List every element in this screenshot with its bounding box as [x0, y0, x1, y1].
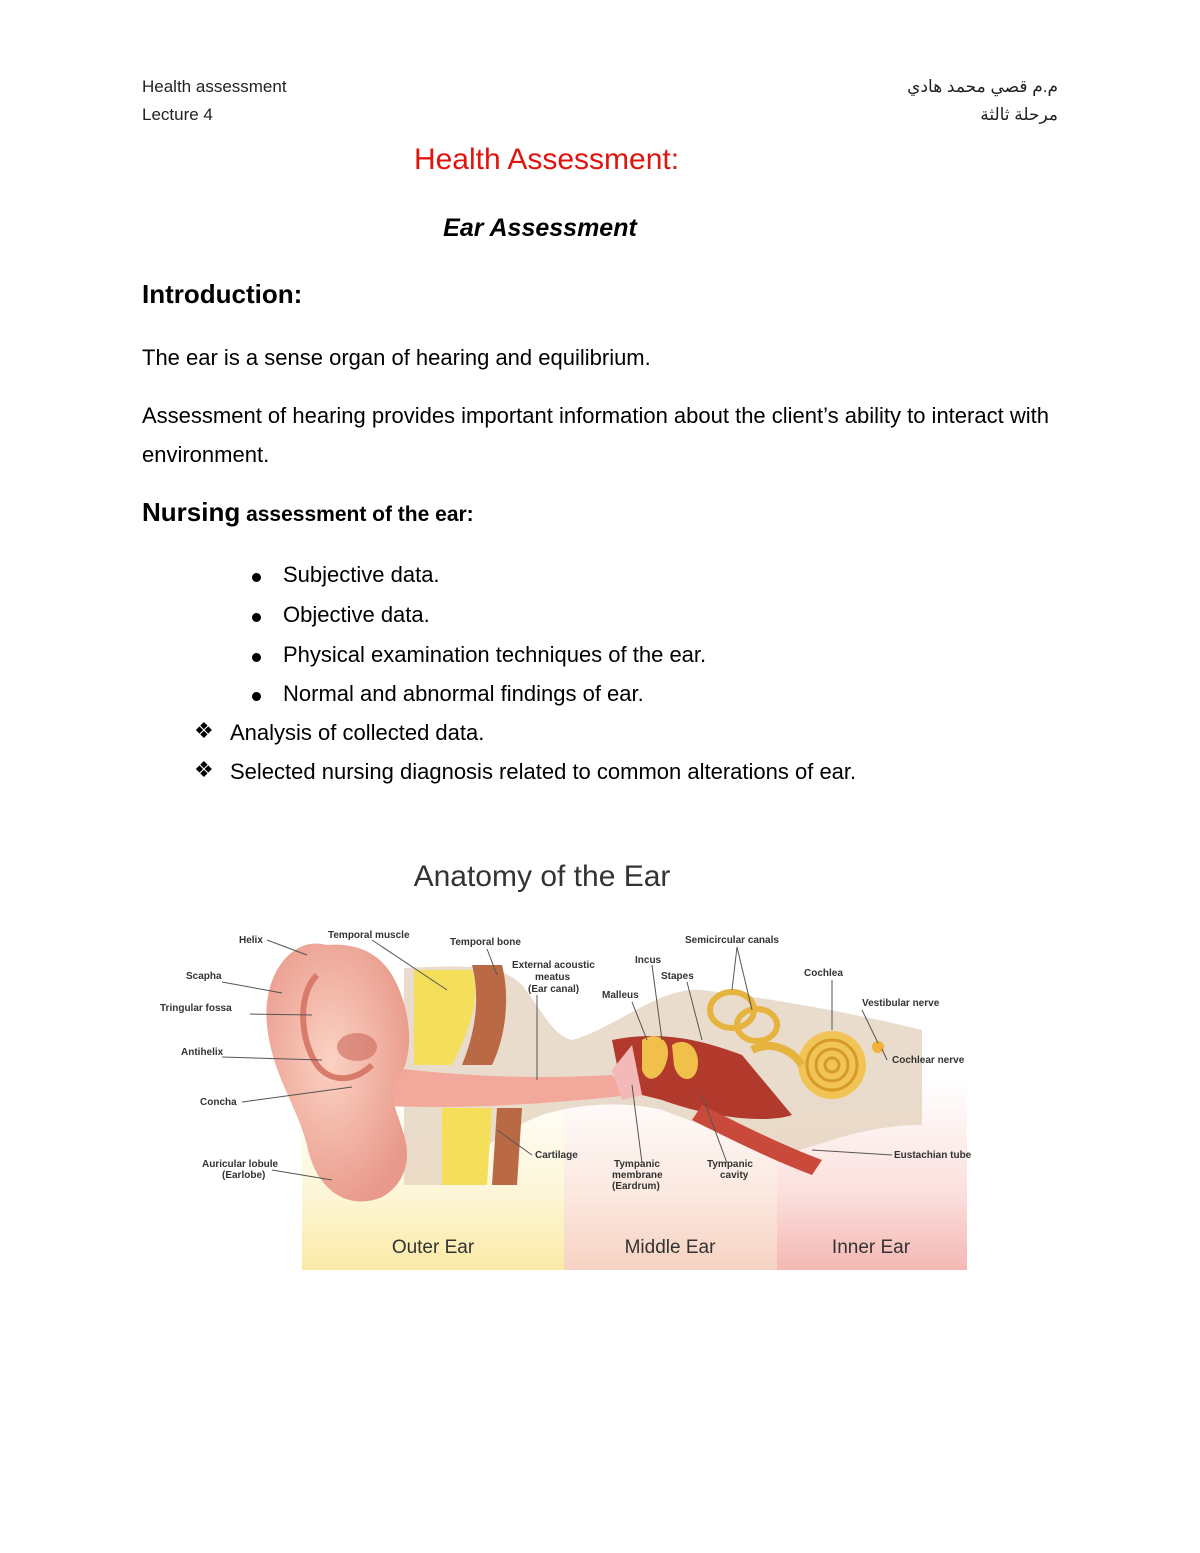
label-cochlear-nerve: Cochlear nerve [892, 1055, 965, 1066]
header-left [142, 73, 287, 129]
concha-shape [337, 1033, 377, 1061]
ear-anatomy-figure [142, 825, 972, 1285]
label-concha: Concha [200, 1097, 237, 1108]
label-vestibular: Vestibular nerve [862, 998, 940, 1009]
instructor-name: م.م قصي محمد هادي [907, 77, 1058, 96]
label-scapha: Scapha [186, 971, 222, 982]
label-antihelix: Antihelix [181, 1047, 224, 1058]
course-name: Health assessment [142, 77, 287, 96]
nursing-heading [142, 497, 474, 528]
label-cochlea: Cochlea [804, 968, 843, 979]
label-tympanic-membrane-2: membrane [612, 1170, 663, 1181]
caption-inner-ear: Inner Ear [831, 1237, 911, 1258]
header-right [907, 73, 1058, 129]
diamond-bullet-icon: ❖ [194, 718, 214, 743]
label-lobule-1: Auricular lobule [202, 1159, 279, 1170]
lecture-number: Lecture 4 [142, 105, 213, 124]
label-tympanic-cavity-2: cavity [720, 1170, 749, 1181]
document-subtitle: Ear Assessment [443, 214, 637, 242]
list-item: ❖ Selected nursing diagnosis related to common alterations of ear. [194, 757, 857, 784]
label-external-meatus-1: External acoustic [512, 960, 595, 971]
label-temporal-muscle: Temporal muscle [328, 930, 410, 941]
label-stapes: Stapes [661, 971, 694, 982]
intro-heading: Introduction: [142, 279, 303, 309]
label-tympanic-membrane-3: (Eardrum) [612, 1181, 660, 1192]
label-incus: Incus [635, 955, 662, 966]
temporal-bone-strip-lower [492, 1108, 522, 1185]
label-tringular: Tringular fossa [160, 1003, 232, 1014]
bullet-icon [252, 613, 261, 622]
bullet-icon [252, 653, 261, 662]
nursing-heading-bold: Nursing [142, 497, 241, 527]
label-external-meatus-2: meatus [535, 972, 571, 983]
bullet-icon [252, 692, 261, 701]
caption-middle-ear: Middle Ear [624, 1237, 716, 1258]
nursing-heading-rest: assessment of the ear: [240, 503, 474, 526]
fat-tissue-lower [442, 1108, 492, 1185]
pinna-shape [266, 943, 409, 1201]
caption-outer-ear: Outer Ear [391, 1237, 475, 1258]
stage-label: مرحلة ثالثة [980, 105, 1058, 124]
label-lobule-2: (Earlobe) [222, 1170, 266, 1181]
label-temporal-bone: Temporal bone [450, 937, 521, 948]
list-item: Objective data. [283, 602, 430, 628]
label-tympanic-membrane-1: Tympanic [614, 1159, 660, 1170]
label-external-meatus-3: (Ear canal) [528, 984, 580, 995]
intro-paragraph-2: Assessment of hearing provides important information about the client’s ability to interact with environment. [142, 403, 1049, 467]
intro-paragraph-1: The ear is a sense organ of hearing and equilibrium. [142, 345, 651, 370]
label-malleus: Malleus [602, 990, 639, 1001]
list-item: ❖ Analysis of collected data. [194, 718, 485, 745]
figure-title: Anatomy of the Ear [413, 860, 671, 893]
bullet-icon [252, 573, 261, 582]
label-tympanic-cavity-1: Tympanic [707, 1159, 753, 1170]
label-helix: Helix [239, 935, 263, 946]
label-eustachian: Eustachian tube [894, 1150, 972, 1161]
document-title: Health Assessment: [413, 143, 680, 176]
label-cartilage: Cartilage [535, 1150, 578, 1161]
list-item: Normal and abnormal findings of ear. [283, 681, 644, 707]
label-semicircular: Semicircular canals [685, 935, 779, 946]
diamond-bullet-icon: ❖ [194, 757, 214, 782]
list-item: Physical examination techniques of the ear. [283, 642, 706, 668]
list-item: Subjective data. [283, 562, 440, 588]
